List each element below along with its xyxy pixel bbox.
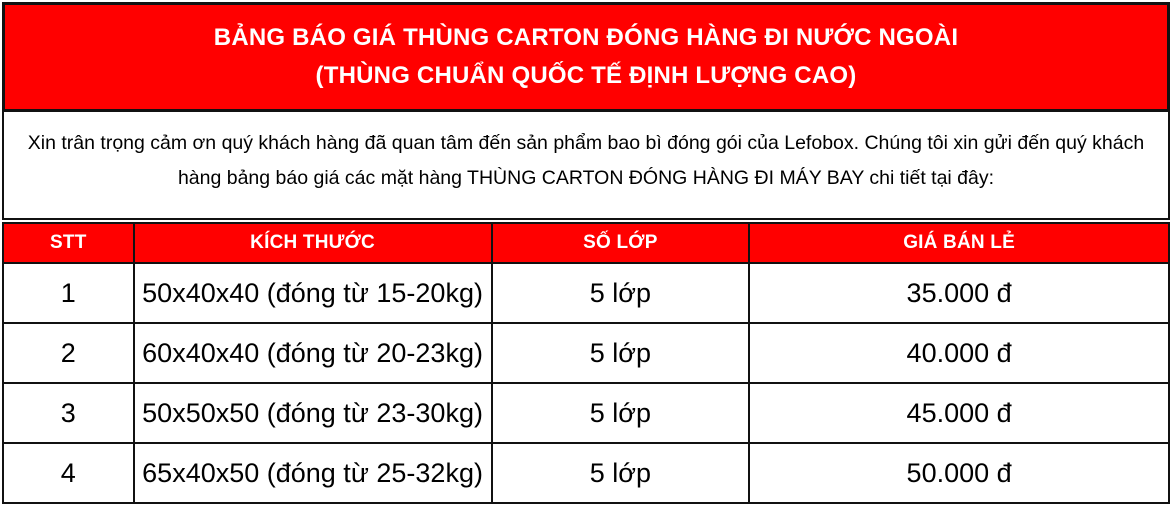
page-title-line-2: (THÙNG CHUẨN QUỐC TẾ ĐỊNH LƯỢNG CAO) [315, 62, 857, 89]
price-table [2, 222, 1170, 504]
cell-price: 35.000 đ [749, 263, 1169, 323]
column-header-layers: SỐ LỚP [492, 223, 750, 263]
column-header-stt: STT [3, 223, 134, 263]
cell-stt: 4 [3, 443, 134, 503]
intro-text: Xin trân trọng cảm ơn quý khách hàng đã quan tâm đến sản phẩm bao bì đóng gói của Lefobox. Chúng tôi xin gửi đến quý khách hàng bảng báo giá các mặt hàng THÙNG CARTON ĐÓNG HÀNG ĐI MÁY BAY chi tiết tại đây: [27, 132, 1145, 189]
page-title-line-1: BẢNG BÁO GIÁ THÙNG CARTON ĐÓNG HÀNG ĐI NƯỚC NGOÀI [213, 24, 959, 51]
table-row [3, 443, 1169, 503]
table-row [3, 263, 1169, 323]
cell-layers: 5 lớp [492, 323, 750, 383]
column-header-price: GIÁ BÁN LẺ [749, 223, 1169, 263]
table-row [3, 323, 1169, 383]
cell-price: 50.000 đ [749, 443, 1169, 503]
table-header-row [3, 223, 1169, 263]
cell-size: 50x40x40 (đóng từ 15-20kg) [134, 263, 492, 323]
cell-stt: 3 [3, 383, 134, 443]
cell-size: 65x40x50 (đóng từ 25-32kg) [134, 443, 492, 503]
table-row [3, 383, 1169, 443]
cell-price: 40.000 đ [749, 323, 1169, 383]
cell-layers: 5 lớp [492, 443, 750, 503]
cell-stt: 1 [3, 263, 134, 323]
title-banner [2, 2, 1170, 112]
cell-layers: 5 lớp [492, 383, 750, 443]
cell-price: 45.000 đ [749, 383, 1169, 443]
cell-size: 50x50x50 (đóng từ 23-30kg) [134, 383, 492, 443]
column-header-size: KÍCH THƯỚC [134, 223, 492, 263]
intro-box [2, 112, 1170, 220]
cell-stt: 2 [3, 323, 134, 383]
cell-size: 60x40x40 (đóng từ 20-23kg) [134, 323, 492, 383]
cell-layers: 5 lớp [492, 263, 750, 323]
